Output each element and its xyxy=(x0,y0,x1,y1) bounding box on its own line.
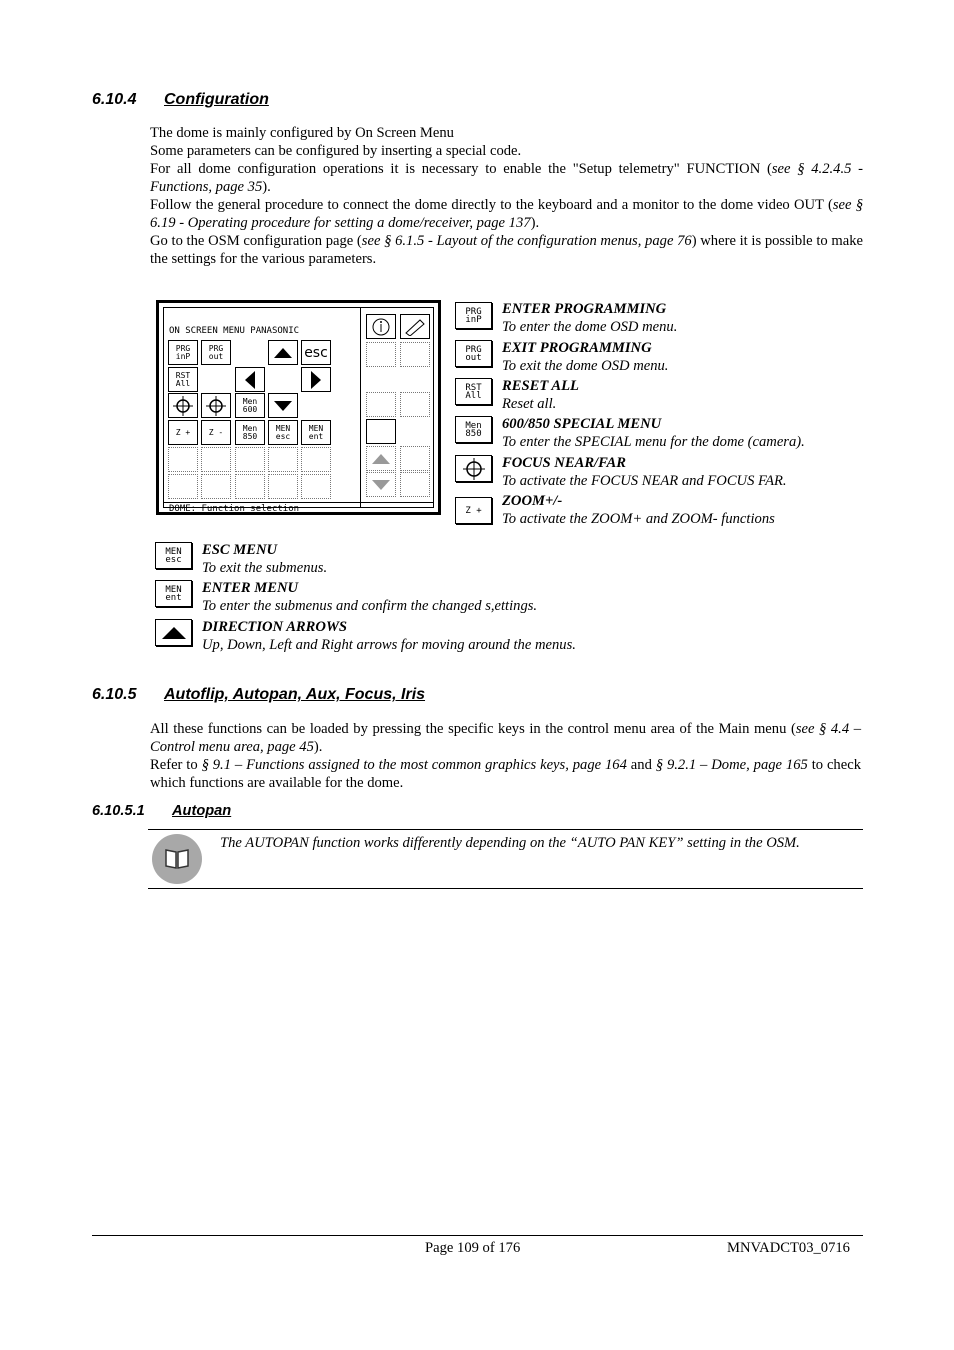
section-title: Autoflip, Autopan, Aux, Focus, Iris xyxy=(164,686,426,703)
osd-key-scroll-down-icon xyxy=(366,472,396,497)
intro-line-2: Some parameters can be configured by inserting a special code. xyxy=(150,143,522,159)
osd-key-disabled xyxy=(301,474,331,499)
legend-special-menu: 600/850 SPECIAL MENU To enter the SPECIAL menu for the dome (camera). xyxy=(502,416,805,450)
section-title: Autopan xyxy=(172,803,232,819)
section-heading-6-10-5-1 xyxy=(92,803,231,819)
osd-key-disabled xyxy=(168,447,198,472)
osd-key-disabled xyxy=(400,446,430,471)
osd-key-focus-icon xyxy=(168,393,198,418)
legend-reset-all: RESET ALL Reset all. xyxy=(502,378,579,412)
osd-key-prg-inp: PRG inP xyxy=(168,340,198,365)
osd-key-disabled xyxy=(301,447,331,472)
page-number: Page 109 of 176 xyxy=(425,1240,521,1256)
document-code: MNVADCT03_0716 xyxy=(727,1240,850,1256)
osd-key-edit-icon xyxy=(400,314,430,339)
osd-key-disabled xyxy=(400,472,430,497)
legend-enter-programming: ENTER PROGRAMMING To enter the dome OSD menu. xyxy=(502,301,678,335)
book-icon xyxy=(152,834,202,884)
osd-key-disabled xyxy=(366,342,396,367)
osd-title: ON SCREEN MENU PANASONIC xyxy=(169,326,300,336)
section-number: 6.10.4 xyxy=(92,91,137,108)
osd-key-disabled xyxy=(235,447,265,472)
osd-key-disabled xyxy=(201,474,231,499)
note-bottom-rule xyxy=(148,888,863,889)
osd-key-rst-all: RST All xyxy=(168,367,198,392)
osd-key-men-850: Men 850 xyxy=(235,420,265,445)
legend-key-prg-out: PRG out xyxy=(455,340,492,367)
section-number: 6.10.5 xyxy=(92,686,137,703)
legend-key-men-esc: MEN esc xyxy=(155,542,192,569)
note-top-rule xyxy=(148,829,863,830)
legend-key-zoom: Z + xyxy=(455,497,492,524)
intro-line-4: Follow the general procedure to connect the dome directly to the keyboard and a monitor to the dome video OUT (see § 6.19 - Operating procedure for setting a dome/receiver, page 137). xyxy=(150,197,863,231)
legend-esc-menu: ESC MENU To exit the submenus. xyxy=(202,542,328,576)
legend-key-men-ent: MEN ent xyxy=(155,580,192,607)
osd-key-disabled xyxy=(168,474,198,499)
osd-key-men-esc: MEN esc xyxy=(268,420,298,445)
intro-line-1: The dome is mainly configured by On Screen Menu xyxy=(150,125,454,141)
arrow-up-icon xyxy=(155,619,192,646)
legend-direction-arrows: DIRECTION ARROWS Up, Down, Left and Right arrows for moving around the menus. xyxy=(202,619,576,653)
paragraph-6-10-5: All these functions can be loaded by pressing the specific keys in the control menu area of the Main menu (see § 4.4 – Control menu area, page 45). Refer to § 9.1 – Functions assigned to the most common graphics keys, page 164 and § 9.2.1 – Dome, page 165 to check which functions are available for the dome. xyxy=(150,721,861,791)
section-number: 6.10.5.1 xyxy=(92,803,145,819)
osd-key-men-600: Men 600 xyxy=(235,393,265,418)
osd-key-disabled xyxy=(400,342,430,367)
intro-line-5: Go to the OSM configuration page (see § 6.1.5 - Layout of the configuration menus, page 76) where it is possible to make the settings for the various parameters. xyxy=(150,233,863,267)
focus-icon xyxy=(455,455,492,482)
osd-key-men-ent: MEN ent xyxy=(301,420,331,445)
legend-exit-programming: EXIT PROGRAMMING To exit the dome OSD menu. xyxy=(502,340,669,374)
osd-key-disabled xyxy=(366,392,396,417)
osd-screen-figure xyxy=(156,300,441,515)
osd-key-arrow-down-icon xyxy=(268,393,298,418)
legend-key-prg-inp: PRG inP xyxy=(455,302,492,329)
osd-key-disabled xyxy=(268,447,298,472)
intro-paragraph xyxy=(150,124,863,268)
section-heading-6-10-5 xyxy=(92,686,425,704)
osd-key-disabled xyxy=(400,392,430,417)
osd-key-blank xyxy=(366,419,396,444)
note-text: The AUTOPAN function works differently depending on the “AUTO PAN KEY” setting in the OSM. xyxy=(220,835,800,851)
osd-key-disabled xyxy=(235,474,265,499)
osd-key-scroll-up-icon xyxy=(366,446,396,471)
section-heading-6-10-4 xyxy=(92,91,269,109)
osd-key-disabled xyxy=(201,447,231,472)
legend-key-rst-all: RST All xyxy=(455,378,492,405)
legend-focus-near-far: FOCUS NEAR/FAR To activate the FOCUS NEAR and FOCUS FAR. xyxy=(502,455,787,489)
osd-key-arrow-right-icon xyxy=(301,367,331,392)
osd-key-zoom-minus: Z - xyxy=(201,420,231,445)
osd-key-zoom-plus: Z + xyxy=(168,420,198,445)
intro-line-3: For all dome configuration operations it is necessary to enable the "Setup telemetry" FUNCTION (see § 4.2.4.5 - Functions, page 35). xyxy=(150,161,863,195)
legend-enter-menu: ENTER MENU To enter the submenus and confirm the changed s,ettings. xyxy=(202,580,538,614)
section-title: Configuration xyxy=(164,91,269,108)
osd-key-arrow-left-icon xyxy=(235,367,265,392)
legend-zoom: ZOOM+/- To activate the ZOOM+ and ZOOM- functions xyxy=(502,493,775,527)
osd-key-info-icon xyxy=(366,314,396,339)
osd-key-focus-icon xyxy=(201,393,231,418)
osd-key-disabled xyxy=(268,474,298,499)
osd-status-bar: DOME: Function selection xyxy=(169,504,300,514)
footer-rule xyxy=(92,1235,863,1236)
osd-key-esc: esc xyxy=(301,340,331,365)
osd-key-prg-out: PRG out xyxy=(201,340,231,365)
legend-key-men-850: Men 850 xyxy=(455,416,492,443)
osd-key-arrow-up-icon xyxy=(268,340,298,365)
